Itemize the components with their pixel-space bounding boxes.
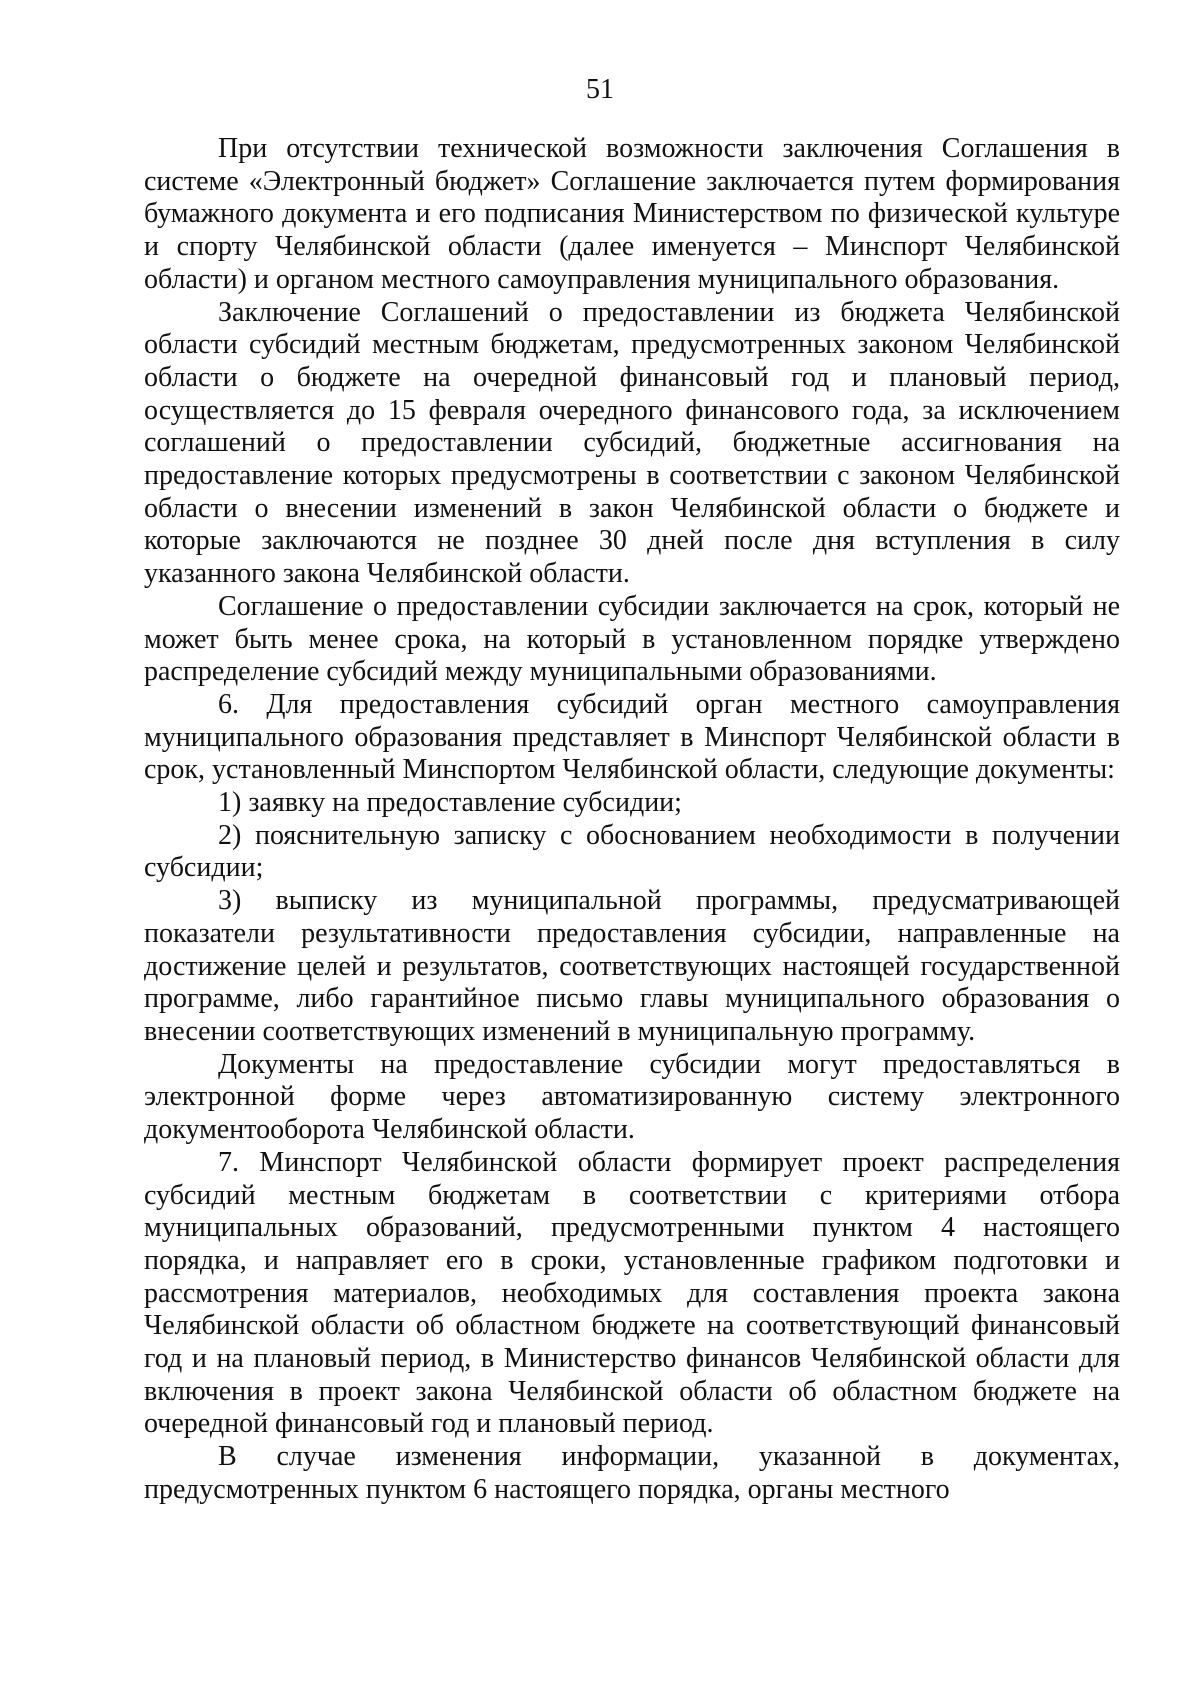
paragraph-electronic-documents: Документы на предоставление субсидии могут предоставляться в электронной форме через автоматизированную систему электронного документооборота Челябинской области. xyxy=(144,1048,1120,1146)
list-item-explanatory-note: 2) пояснительную записку с обоснованием необходимости в получении субсидии; xyxy=(144,819,1120,884)
paragraph-agreement-term: Соглашение о предоставлении субсидии заключается на срок, который не может быть менее срока, на который в установленном порядке утверждено распределение субсидий между муниципальными образованиями. xyxy=(144,590,1120,688)
paragraph-item-7: 7. Минспорт Челябинской области формирует проект распределения субсидий местным бюджетам в соответствии с критериями отбора муниципальных образований, предусмотренными пунктом 4 настоящего порядка, и направляет его в сроки, установленные графиком подготовки и рассмотрения материалов, необходимых для составления проекта закона Челябинской области об областном бюджете на соответствующий финансовый год и на плановый период, в Министерство финансов Челябинской области для включения в проект закона Челябинской области об областном бюджете на очередной финансовый год и плановый период. xyxy=(144,1146,1120,1440)
list-item-application: 1) заявку на предоставление субсидии; xyxy=(218,787,682,819)
list-item-program-extract: 3) выписку из муниципальной программы, предусматривающей показатели результативности предоставления субсидии, направленные на достижение целей и результатов, соответствующих настоящей государственной программе, либо гарантийное письмо главы муниципального образования о внесении соответствующих изменений в муниципальную программу. xyxy=(144,885,1120,1047)
page-number: 51 xyxy=(586,74,614,105)
paragraph-item-6: 6. Для предоставления субсидий орган местного самоуправления муниципального образования представляет в Минспорт Челябинской области в срок, установленный Минспортом Челябинской области, следующие документы: xyxy=(144,688,1120,786)
paragraph-information-change: В случае изменения информации, указанной в документах, предусмотренных пунктом 6 настоящего порядка, органы местного xyxy=(144,1441,1120,1505)
paragraph-electronic-budget: При отсутствии технической возможности заключения Соглашения в системе «Электронный бюджет» Соглашение заключается путем формирования бумажного документа и его подписания Министерством по физической культуре и спорту Челябинской области (далее именуется – Минспорт Челябинской области) и органом местного самоуправления муниципального образования. xyxy=(144,133,1120,295)
paragraph-agreement-deadline: Заключение Соглашений о предоставлении из бюджета Челябинской области субсидий местным бюджетам, предусмотренных законом Челябинской области о бюджете на очередной финансовый год и плановый период, осуществляется до 15 февраля очередного финансового года, за исключением соглашений о предоставлении субсидий, бюджетные ассигнования на предоставление которых предусмотрены в соответствии с законом Челябинской области о внесении изменений в закон Челябинской области о бюджете и которые заключаются не позднее 30 дней после дня вступления в силу указанного закона Челябинской области. xyxy=(144,296,1120,590)
document-body xyxy=(144,133,1120,1507)
